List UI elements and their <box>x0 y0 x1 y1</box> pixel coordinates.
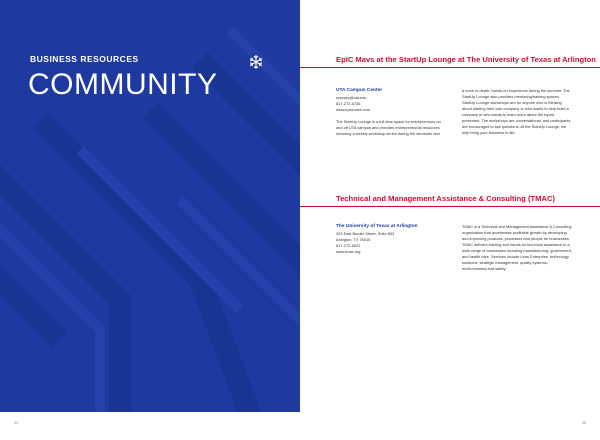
contact-org: UTA Campus Center <box>336 88 383 93</box>
page-number-left: 44 <box>14 421 18 425</box>
body-paragraph: TMAC is a Technical and Management Assistance & Consulting organization that accelerates profitable growth by developing and improving products, processes and people for businesses. TMAC delivers training and hands-on technical assistance to a wide range of businesses including manufacturing, government, and health care. Services include Lean Enterprise, technology solutions, strategic management, quality systems, environmental and safety. <box>462 224 572 271</box>
body-paragraph: The StartUp Lounge is a full-time space for entrepreneurs on and off UTA campus and provides entrepreneurial resources including a weekly workshop series during the semester and <box>336 119 441 136</box>
contact-phone: 817-272-5736 <box>336 101 361 106</box>
body-column-epic <box>462 88 572 136</box>
contact-city: Arlington, TX 76010 <box>336 237 371 242</box>
snowflake-icon <box>248 54 264 70</box>
section-title-tmac: Technical and Management Assistance & Consulting (TMAC) <box>336 194 555 203</box>
contact-phone: 817-272-5922 <box>336 243 361 248</box>
page-title: COMMUNITY <box>28 68 218 101</box>
contact-website[interactable]: www.epicmavs.com <box>336 107 371 112</box>
contact-org: The University of Texas at Arlington <box>336 224 418 229</box>
contact-address: 203 East Border Street, Suite 833 <box>336 231 395 236</box>
contact-block-epic <box>336 88 446 137</box>
contact-block-tmac <box>336 224 446 255</box>
contact-email[interactable]: mavsep@uta.edu <box>336 95 367 100</box>
section-title-epic-mavs: EpIC Mavs at the StartUp Lounge at The University of Texas at Arlington <box>336 55 596 64</box>
section-eyebrow: BUSINESS RESOURCES <box>30 54 139 64</box>
left-page-cover <box>0 0 300 412</box>
contact-website[interactable]: www.tmac.org <box>336 249 361 254</box>
body-paragraph: a more in-depth, hands-on experience during the summer. The StartUp Lounge also provides mentoring/training spaces. StartUp Lounge workshops are for anyone who is thinking about starting their own company or who wants to help build a company or who wants to learn more about the topics presented. The workshops are conversational, and participants are encouraged to ask questions. At the StartUp Lounge, we help bring your business to life. <box>462 88 571 135</box>
section-divider <box>300 67 600 68</box>
section-divider <box>300 206 600 207</box>
page-number-right: 45 <box>582 421 586 425</box>
body-column-tmac <box>462 224 572 272</box>
